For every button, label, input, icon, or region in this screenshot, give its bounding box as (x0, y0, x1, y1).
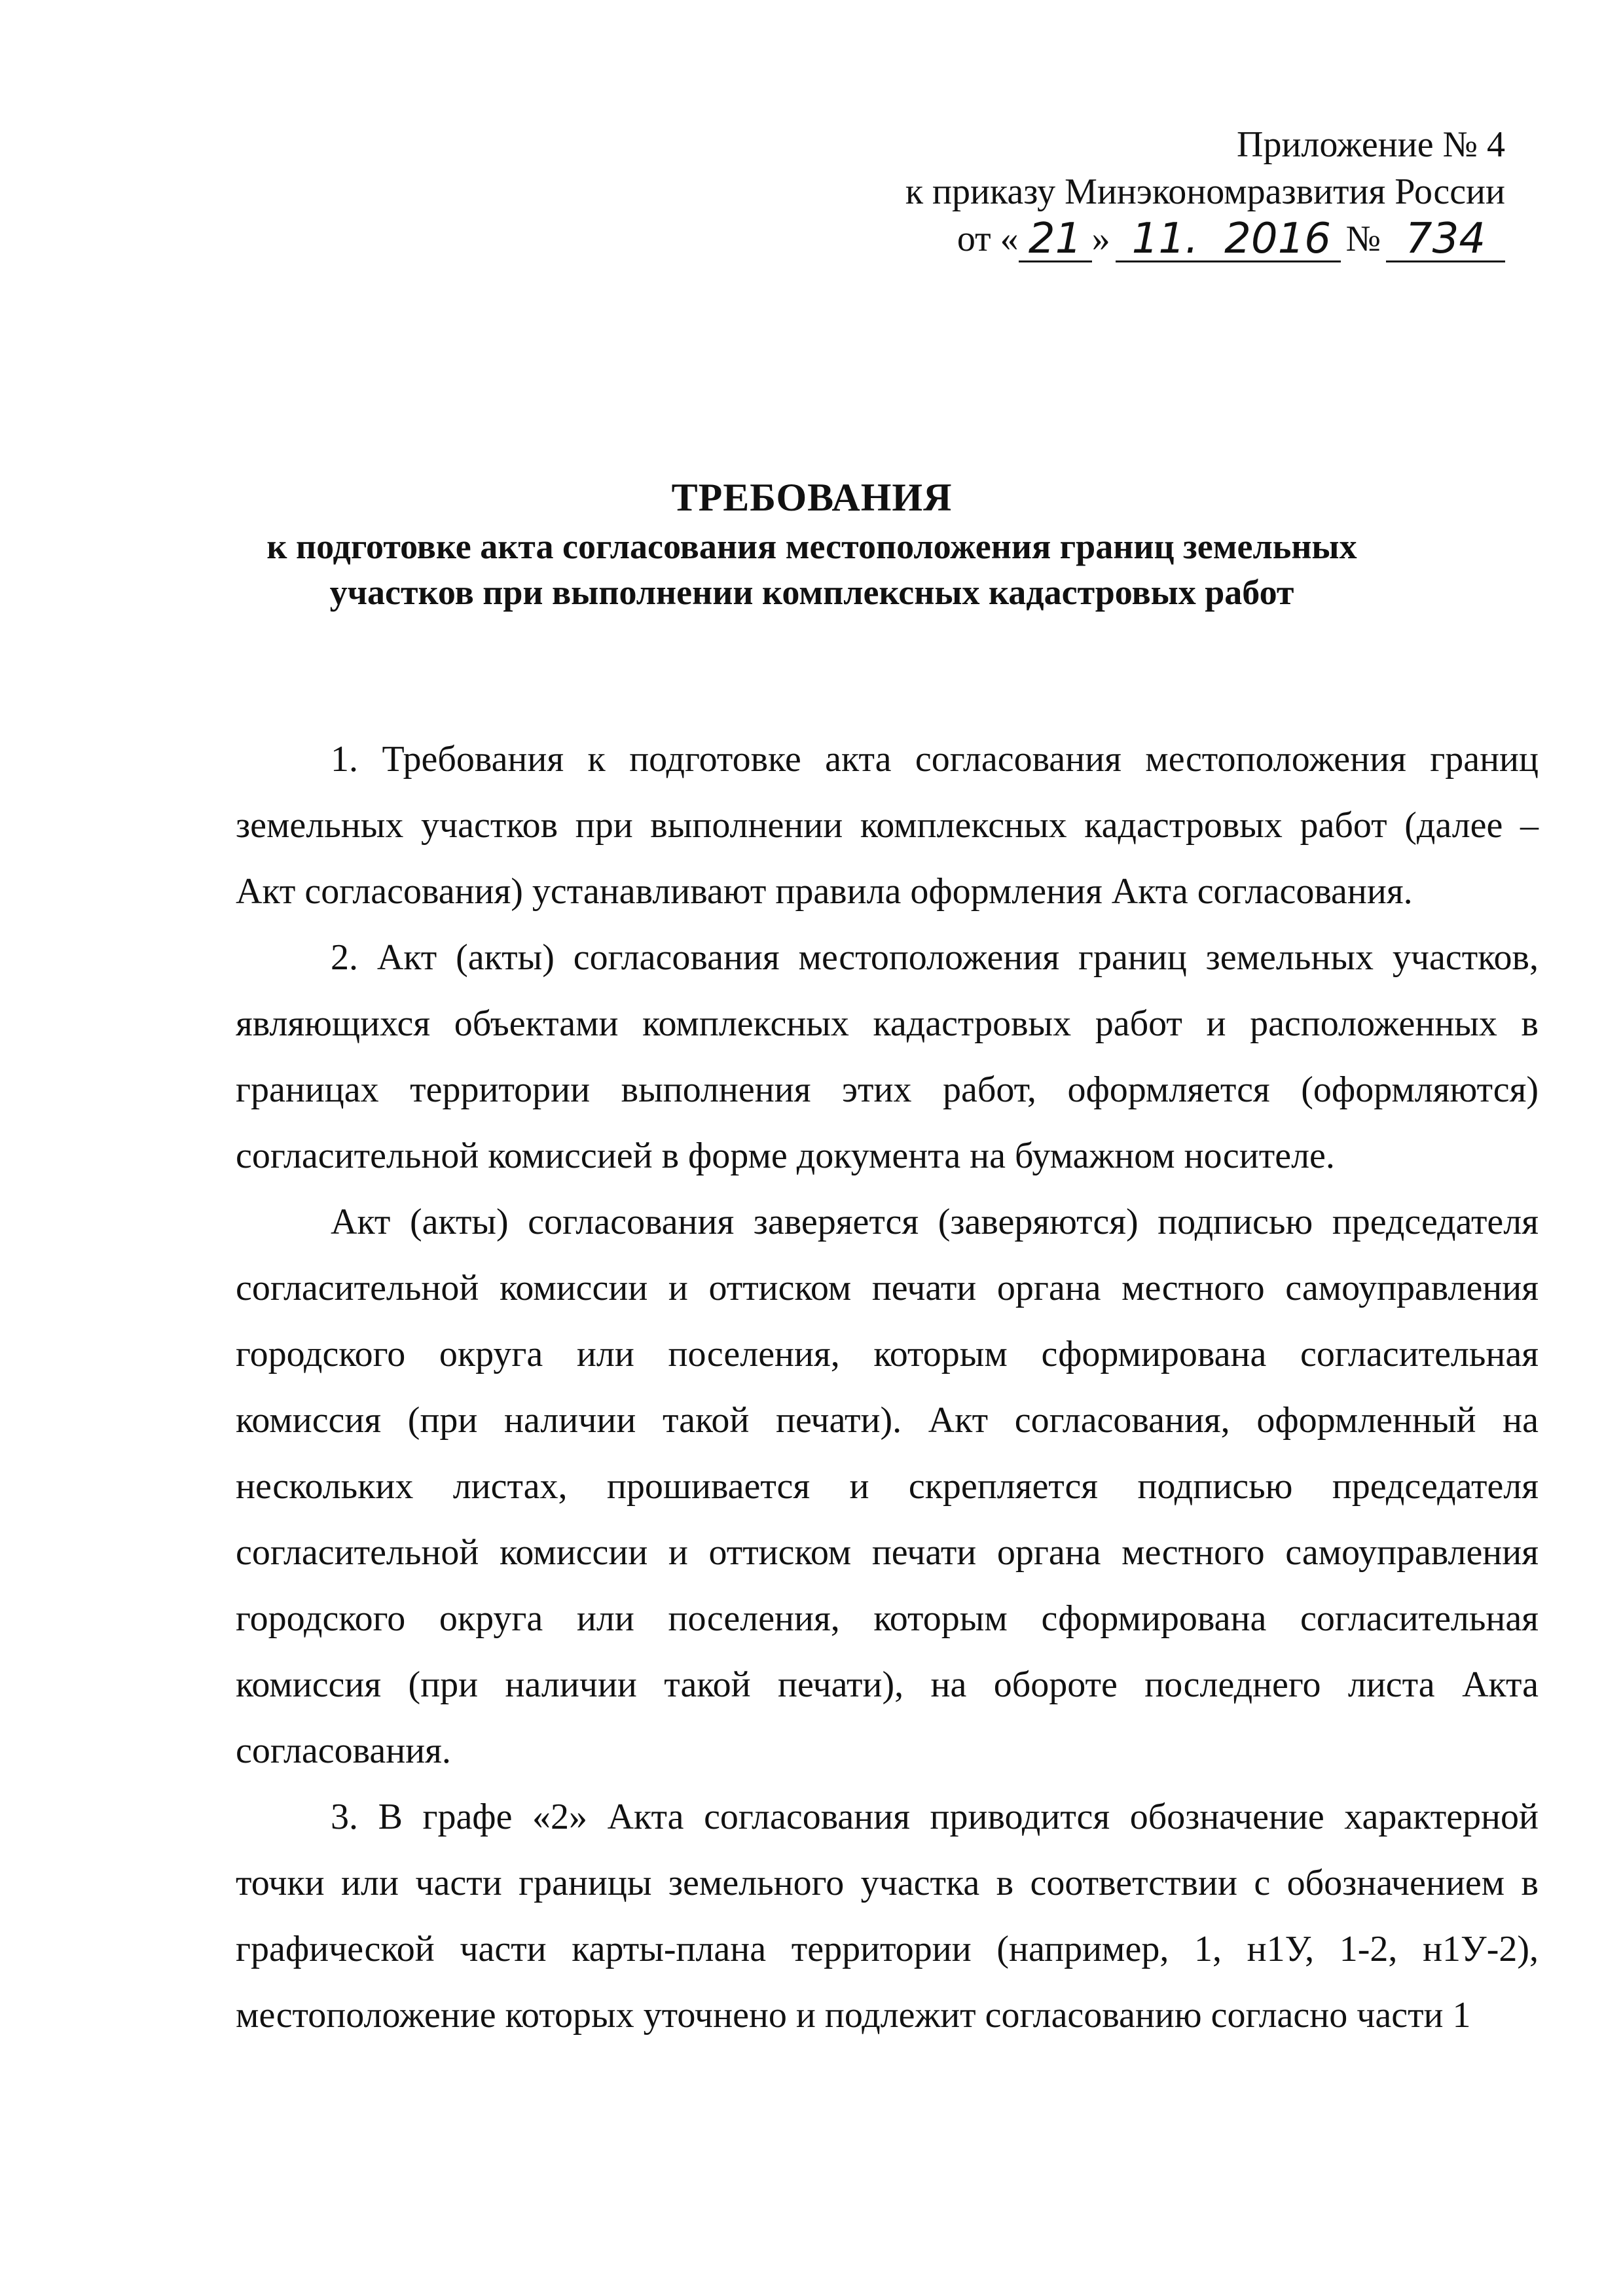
date-day-handwritten: 21 (1019, 217, 1092, 262)
paragraph-2-continued: Акт (акты) согласования заверяется (заверяются) подписью председателя согласительной комиссии и оттиском печати органа местного самоуправления городского округа или поселения, которым сформирована согласительная комиссия (при наличии такой печати). Акт согласования, оформленный на нескольких листах, прошивается и скрепляется подписью председателя согласительной комиссии и оттиском печати органа местного самоуправления городского округа или поселения, которым сформирована согласительная комиссия (при наличии такой печати), на обороте последнего листа Акта согласования. (236, 1202, 1539, 1771)
date-month-handwritten: 11. (1116, 217, 1215, 262)
date-prefix: от « (957, 219, 1019, 259)
order-number-label: № (1345, 219, 1381, 259)
paragraph-3: 3. В графе «2» Акта согласования приводится обозначение характерной точки или части границы земельного участка в соответствии с обозначением в графической части карты-плана территории (например, 1, н1У, 1-2, н1У-2), местоположение которых уточнено и подлежит согласованию согласно части 1 (236, 1797, 1539, 2036)
appendix-order-reference: к приказу Минэкономразвития России (905, 171, 1505, 212)
appendix-date-line (720, 215, 1505, 262)
document-title (196, 471, 1427, 615)
appendix-number: Приложение № 4 (1237, 124, 1505, 165)
title-subtitle-line-2: участков при выполнении комплексных кадастровых работ (329, 573, 1294, 612)
paragraph-2: 2. Акт (акты) согласования местоположения границ земельных участков, являющихся объектами комплексных кадастровых работ и расположенных в границах территории выполнения этих работ, оформляется (оформляются) согласительной комиссией в форме документа на бумажном носителе. (236, 937, 1539, 1176)
date-year-handwritten: 2016 (1215, 217, 1341, 262)
title-subtitle-line-1: к подготовке акта согласования местоположения границ земельных (266, 527, 1357, 566)
document-body (236, 726, 1539, 2049)
paragraph-1: 1. Требования к подготовке акта согласования местоположения границ земельных участков при выполнении комплексных кадастровых работ (далее – Акт согласования) устанавливают правила оформления Акта согласования. (236, 739, 1539, 912)
date-quote-close: » (1091, 219, 1110, 259)
title-main: ТРЕБОВАНИЯ (671, 476, 953, 519)
order-number-handwritten: 734 (1386, 217, 1505, 262)
appendix-header (720, 121, 1505, 262)
